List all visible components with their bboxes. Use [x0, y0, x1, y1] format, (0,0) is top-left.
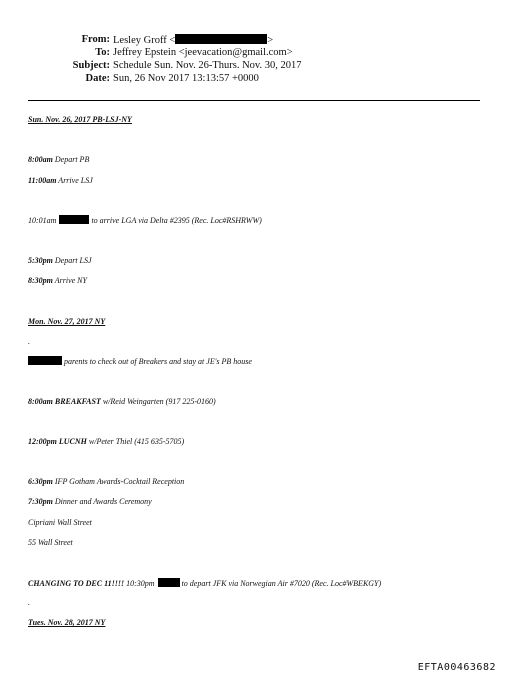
document-id: EFTA00463682	[417, 662, 496, 673]
text: to arrive LGA via Delta #2395 (Rec. Loc#RSHRWW)	[89, 216, 262, 225]
mon-line-3	[28, 437, 184, 447]
date-label: Date:	[85, 73, 110, 84]
mon-line-8	[28, 578, 381, 589]
time: 6:30pm	[28, 477, 53, 486]
mon-heading: Mon. Nov. 27, 2017 NY	[28, 317, 106, 326]
mon-line-5	[28, 497, 152, 507]
text: Depart LSJ	[52, 256, 92, 265]
mon-dot: .	[28, 337, 30, 346]
text: Arrive LSJ	[56, 176, 93, 185]
sun-heading: Sun. Nov. 26, 2017 PB-LSJ-NY	[28, 115, 132, 124]
sun-line-3	[28, 215, 262, 226]
from-end: >	[267, 35, 274, 46]
change-notice: CHANGING TO DEC 11!!!!	[28, 579, 125, 588]
header-divider	[28, 100, 480, 101]
time: 8:00am	[28, 155, 53, 164]
sun-line-1	[28, 155, 89, 165]
redaction-block	[28, 356, 62, 365]
redaction-block	[158, 578, 180, 587]
mon-line-1	[28, 356, 252, 367]
time: 10:30pm	[124, 579, 155, 588]
time: 8:00am BREAKFAST	[28, 397, 101, 406]
sun-line-2	[28, 176, 93, 186]
time: 5:30pm	[28, 256, 53, 265]
mon-line-4	[28, 477, 184, 487]
text: Arrive NY	[52, 276, 87, 285]
redaction-block	[59, 215, 89, 224]
text: Depart PB	[52, 155, 90, 164]
to-label: To:	[95, 47, 110, 58]
to-value: Jeffrey Epstein <jeevacation@gmail.com>	[113, 47, 293, 58]
subject-label: Subject:	[72, 60, 110, 71]
time: 12:00pm LUCNH	[28, 437, 87, 446]
text: parents to check out of Breakers and stay at JE's PB house	[62, 357, 252, 366]
text: w/Peter Thiel (415 635-5705)	[86, 437, 185, 446]
from-value	[113, 34, 273, 47]
sun-line-4	[28, 256, 92, 266]
mon-line-2	[28, 397, 216, 407]
date-value: Sun, 26 Nov 2017 13:13:57 +0000	[113, 73, 259, 84]
subject-value: Schedule Sun. Nov. 26-Thurs. Nov. 30, 2017	[113, 60, 302, 71]
time: 11:00am	[28, 176, 57, 185]
text: w/Reid Weingarten (917 225-0160)	[100, 397, 216, 406]
time: 8:30pm	[28, 276, 53, 285]
time: 7:30pm	[28, 497, 53, 506]
redaction-block	[175, 34, 267, 44]
mon-line-6: Cipriani Wall Street	[28, 518, 92, 527]
from-name: Lesley Groff <	[113, 35, 176, 46]
sun-line-5	[28, 276, 87, 286]
mon-dot-2: .	[28, 598, 30, 607]
text: to depart JFK via Norwegian Air #7020 (Rec. Loc#WBEKGY)	[179, 579, 382, 588]
text: Dinner and Awards Ceremony	[52, 497, 152, 506]
tue-heading: Tues. Nov. 28, 2017 NY	[28, 618, 106, 627]
from-label: From:	[81, 34, 110, 45]
time: 10:01am	[28, 216, 57, 225]
text: IFP Gotham Awards-Cocktail Reception	[52, 477, 185, 486]
mon-line-7: 55 Wall Street	[28, 538, 73, 547]
